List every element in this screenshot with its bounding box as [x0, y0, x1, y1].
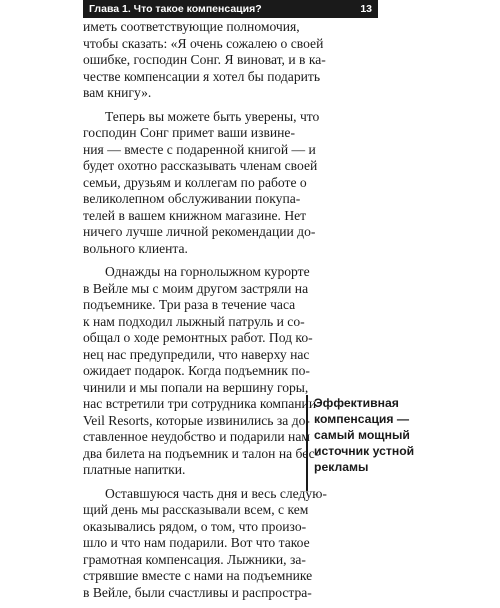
- page-number: 13: [360, 3, 372, 15]
- margin-note-line: Эффективная: [314, 396, 399, 410]
- text-line: нас встретили три сотрудника компании: [83, 396, 317, 411]
- text-line: телей в вашем книжном магазине. Нет: [83, 207, 307, 223]
- margin-note-line: источник устной: [314, 444, 415, 458]
- running-header: [83, 0, 378, 18]
- text-line: господин Сонг примет ваши извине-: [83, 125, 295, 140]
- text-line: великолепном обслуживании покупа-: [83, 191, 301, 206]
- margin-note-line: компенсация —: [314, 412, 410, 426]
- text-line: ожидает подарок. Когда подъемник по-: [83, 363, 310, 378]
- paragraph: [83, 108, 320, 258]
- text-line: Однажды на горнолыжном курорте: [105, 264, 310, 279]
- margin-note-line: рекламы: [314, 460, 369, 474]
- text-line: общал о ходе ремонтных работ. Под ко-: [83, 330, 313, 345]
- text-line: два билета на подъемник и талон на бес-: [83, 445, 320, 461]
- text-line: ния — вместе с подаренной книгой — и: [83, 141, 316, 157]
- text-line: Теперь вы можете быть уверены, что: [105, 108, 320, 124]
- text-line: ставленное неудобство и подарили нам: [83, 429, 310, 444]
- text-line: в Вейле, были счастливы и распростра-: [83, 584, 312, 600]
- text-line: ничего лучше личной рекомендации до-: [83, 224, 316, 239]
- text-line: нец нас предупредили, что наверху нас: [83, 346, 310, 362]
- text-line: вольного клиента.: [83, 240, 188, 256]
- text-line: оказывались рядом, о том, что произо-: [83, 518, 307, 534]
- text-line: чинили и мы попали на вершину горы,: [83, 379, 309, 395]
- text-line: вам книгу».: [83, 85, 152, 100]
- chapter-title: Глава 1. Что такое компенсация?: [89, 3, 262, 15]
- text-line: честве компенсации я хотел бы подарить: [83, 68, 321, 84]
- text-line: в Вейле мы с моим другом застряли на: [83, 280, 309, 296]
- paragraph: [83, 19, 326, 102]
- text-line: Оставшуюся часть дня и весь следую-: [105, 485, 327, 501]
- text-line: ошибке, господин Сонг. Я виноват, и в ка-: [83, 52, 326, 67]
- body-text: [83, 19, 327, 608]
- text-line: чтобы сказать: «Я очень сожалею о своей: [83, 35, 324, 51]
- text-line: Veil Resorts, которые извинились за до-: [83, 412, 310, 428]
- text-line: грамотная компенсация. Лыжники, за-: [83, 551, 306, 567]
- paragraph: [83, 485, 327, 602]
- text-line: семьи, друзьям и коллегам по работе о: [83, 174, 307, 190]
- margin-note-line: самый мощный: [314, 428, 410, 442]
- text-line: иметь соответствующие полномочия,: [83, 19, 300, 34]
- text-line: стрявшие вместе с нами на подъемнике: [83, 568, 313, 583]
- text-line: к нам подходил лыжный патруль и со-: [83, 313, 305, 329]
- text-line: будет охотно рассказывать членам своей: [83, 158, 318, 173]
- text-line: подъемнике. Три раза в течение часа: [83, 297, 296, 312]
- paragraph: [83, 264, 320, 479]
- text-line: шло и что нам подарили. Вот что такое: [83, 535, 310, 550]
- margin-note: [306, 395, 415, 491]
- text-line: платные напитки.: [83, 462, 186, 477]
- text-line: щий день мы рассказывали всем, с кем: [83, 502, 309, 517]
